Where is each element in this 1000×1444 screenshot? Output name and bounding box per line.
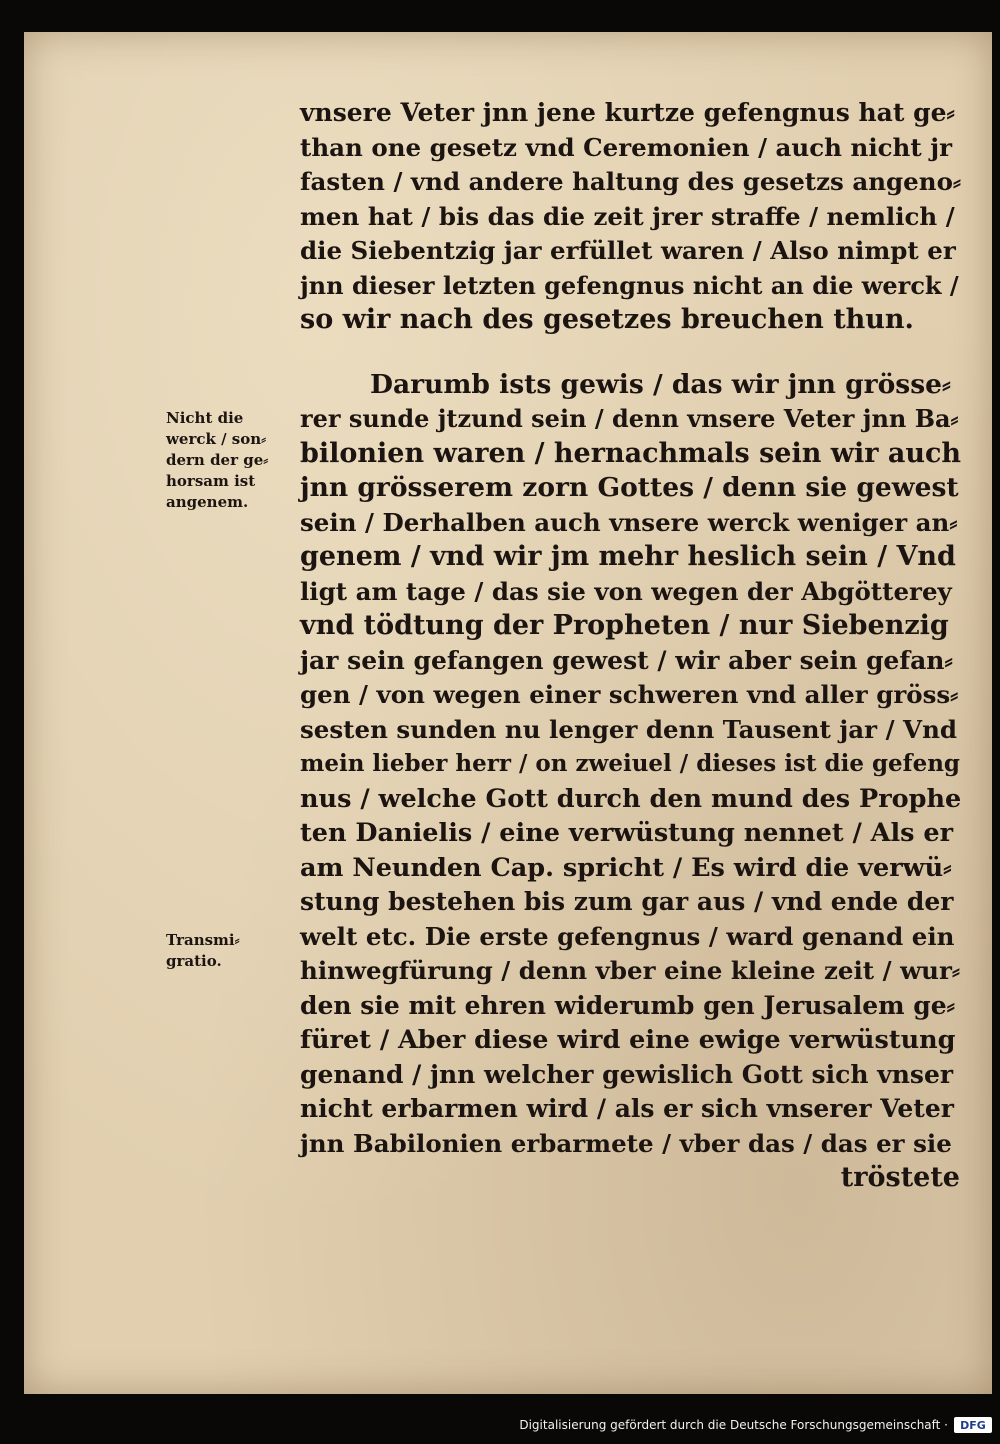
text-line: füret / Aber diese wird eine ewige verwüstung xyxy=(300,1025,956,1055)
text-line: vnsere Veter jnn jene kurtze gefengnus hat ge⸗ xyxy=(300,98,955,127)
dfg-logo-icon: DFG xyxy=(954,1417,992,1433)
margin-note-line: dern der ge⸗ xyxy=(166,451,269,469)
text-line: jnn dieser letzten gefengnus nicht an die werck / xyxy=(300,270,959,300)
text-line: hinwegfürung / denn vber eine kleine zeit / wur⸗ xyxy=(300,956,961,985)
text-line: jnn grösserem zorn Gottes / denn sie gewest xyxy=(300,472,959,503)
text-line: fasten / vnd andere haltung des gesetzs angeno⸗ xyxy=(300,167,962,196)
margin-note-line: Transmi⸗ xyxy=(166,931,240,949)
margin-note-line: horsam ist xyxy=(166,472,256,490)
main-text-block xyxy=(300,96,960,1196)
text-line: welt etc. Die erste gefengnus / ward genand ein xyxy=(300,921,955,951)
text-line: die Siebentzig jar erfüllet waren / Also nimpt er xyxy=(300,236,956,265)
text-line: genem / vnd wir jm mehr heslich sein / Vnd xyxy=(300,541,956,572)
text-line: am Neunden Cap. spricht / Es wird die verwü⸗ xyxy=(300,852,952,883)
text-line: stung bestehen bis zum gar aus / vnd ende der xyxy=(300,887,954,916)
margin-note-obedience xyxy=(166,408,296,513)
margin-note-line: werck / son⸗ xyxy=(166,430,267,448)
text-line: vnd tödtung der Propheten / nur Siebenzig xyxy=(300,610,949,641)
text-line: genand / jnn welcher gewislich Gott sich vnser xyxy=(300,1059,954,1089)
text-line: jar sein gefangen gewest / wir aber sein gefan⸗ xyxy=(300,645,953,675)
paragraph-gap xyxy=(300,338,960,368)
text-line: mein lieber herr / on zweiuel / dieses ist die gefeng xyxy=(300,750,961,777)
text-line: gen / von wegen einer schweren vnd aller gröss⸗ xyxy=(300,680,959,709)
text-line: nus / welche Gott durch den mund des Prophe xyxy=(300,783,962,814)
funding-credit: Digitalisierung gefördert durch die Deutsche Forschungsgemeinschaft · xyxy=(519,1418,948,1432)
text-line: sesten sunden nu lenger denn Tausent jar / Vnd xyxy=(300,714,958,744)
margin-note-transmigratio xyxy=(166,930,296,972)
margin-note-line: angenem. xyxy=(166,493,249,511)
catchword: tröstete xyxy=(840,1162,960,1193)
text-line: jnn Babilonien erbarmete / vber das / das er sie xyxy=(300,1128,952,1158)
text-line: nicht erbarmen wird / als er sich vnserer Veter xyxy=(300,1094,954,1123)
funding-footer xyxy=(0,1408,992,1442)
text-line: so wir nach des gesetzes breuchen thun. xyxy=(300,304,914,335)
text-line: ligt am tage / das sie von wegen der Abgötterey xyxy=(300,576,952,606)
text-line: den sie mit ehren widerumb gen Jerusalem ge⸗ xyxy=(300,990,955,1020)
margin-note-line: gratio. xyxy=(166,952,222,970)
text-line: sein / Derhalben auch vnsere werck weniger an⸗ xyxy=(300,507,958,537)
text-line: rer sunde jtzund sein / denn vnsere Veter jnn Ba⸗ xyxy=(300,404,959,433)
text-line: than one gesetz vnd Ceremonien / auch nicht jr xyxy=(300,132,952,162)
text-line: ten Danielis / eine verwüstung nennet / Als er xyxy=(300,818,954,848)
text-line: Darumb ists gewis / das wir jnn grösse⸗ xyxy=(370,368,951,400)
text-line: men hat / bis das die zeit jrer straffe / nemlich / xyxy=(300,201,955,231)
margin-note-line: Nicht die xyxy=(166,409,244,427)
text-line: bilonien waren / hernachmals sein wir auch xyxy=(300,437,962,469)
